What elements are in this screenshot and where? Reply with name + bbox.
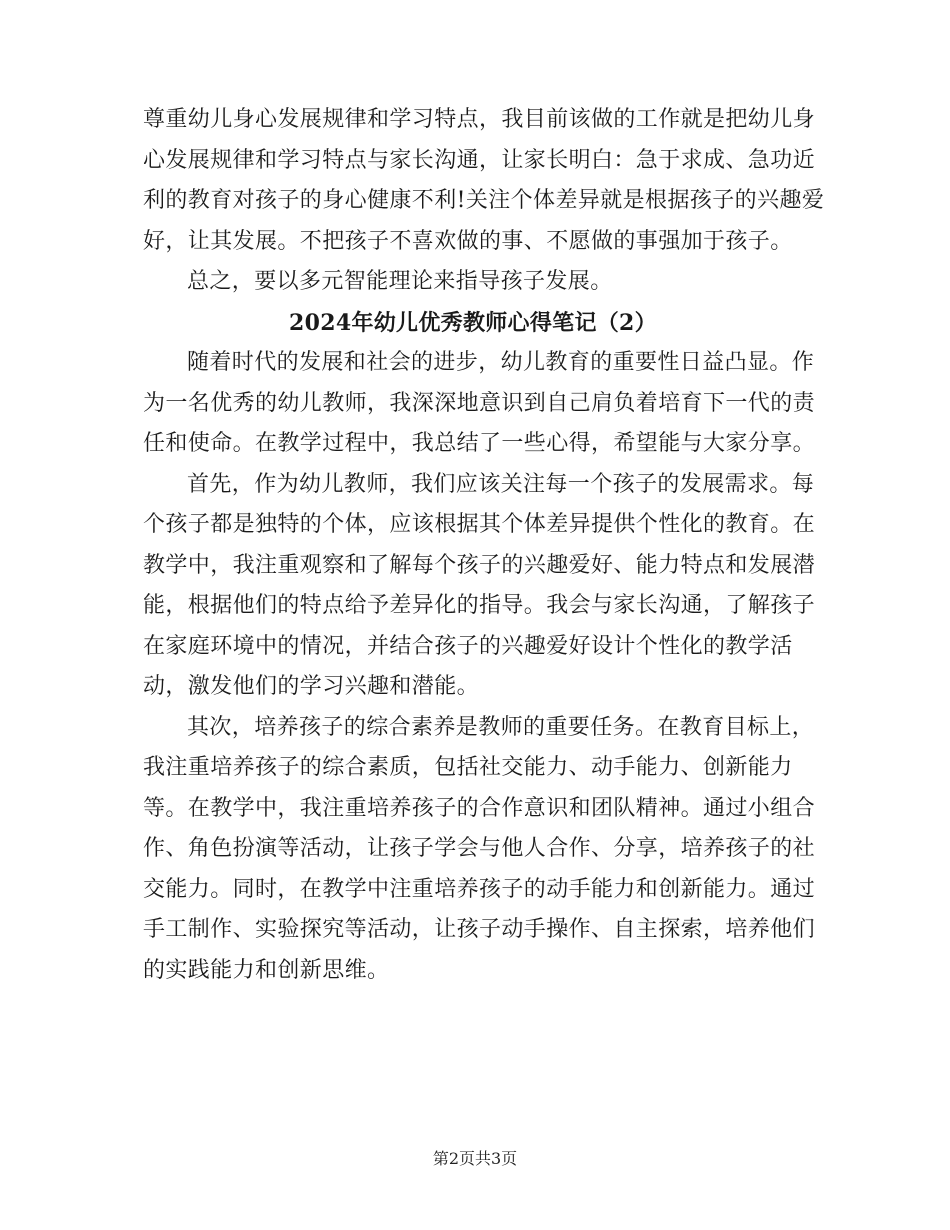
text-line: 手工制作、实验探究等活动，让孩子动手操作、自主探索，培养他们 — [143, 917, 816, 942]
paragraph-continuation — [143, 100, 825, 262]
text-line: 好，让其发展。不把孩子不喜欢做的事、不愿做的事强加于孩子。 — [143, 228, 793, 254]
text-line: 总之，要以多元智能理论来指导孩子发展。 — [187, 269, 613, 294]
text-line: 能，根据他们的特点给予差异化的指导。我会与家长沟通，了解孩子 — [143, 593, 816, 618]
text-line: 任和使命。在教学过程中，我总结了一些心得，希望能与大家分享。 — [143, 431, 816, 456]
text-line: 利的教育对孩子的身心健康不利!关注个体差异就是根据孩子的兴趣爱 — [143, 188, 825, 213]
text-line: 在家庭环境中的情况，并结合孩子的兴趣爱好设计个性化的教学活 — [143, 633, 793, 659]
text-line: 尊重幼儿身心发展规律和学习特点，我目前该做的工作就是把幼儿身 — [143, 107, 816, 132]
paragraph-conclusion — [143, 262, 803, 303]
text-line: 随着时代的发展和社会的进步，幼儿教育的重要性日益凸显。作 — [187, 350, 815, 375]
text-line: 首先，作为幼儿教师，我们应该关注每一个孩子的发展需求。每 — [187, 471, 815, 497]
document-body — [143, 100, 825, 991]
text-line: 我注重培养孩子的综合素质，包括社交能力、动手能力、创新能力 — [143, 755, 793, 780]
section-title: 2024年幼儿优秀教师心得笔记（2） — [289, 309, 657, 336]
page-number: 第2页共3页 — [432, 1149, 518, 1168]
text-line: 的实践能力和创新思维。 — [143, 957, 390, 983]
text-line: 作、角色扮演等活动，让孩子学会与他人合作、分享，培养孩子的社 — [143, 836, 816, 861]
text-line: 等。在教学中，我注重培养孩子的合作意识和团队精神。通过小组合 — [143, 795, 816, 821]
paragraph-intro — [143, 343, 816, 465]
text-line: 其次，培养孩子的综合素养是教师的重要任务。在教育目标上， — [187, 714, 815, 740]
text-line: 个孩子都是独特的个体，应该根据其个体差异提供个性化的教育。在 — [143, 512, 816, 537]
text-line: 为一名优秀的幼儿教师，我深深地意识到自己肩负着培育下一代的责 — [143, 390, 816, 416]
text-line: 心发展规律和学习特点与家长沟通，让家长明白：急于求成、急功近 — [143, 147, 816, 173]
text-line: 交能力。同时，在教学中注重培养孩子的动手能力和创新能力。通过 — [143, 876, 816, 902]
paragraph-second-point — [143, 708, 816, 992]
text-line: 教学中，我注重观察和了解每个孩子的兴趣爱好、能力特点和发展潜 — [143, 552, 816, 578]
paragraph-first-point — [143, 465, 816, 708]
text-line: 动，激发他们的学习兴趣和潜能。 — [143, 674, 480, 699]
